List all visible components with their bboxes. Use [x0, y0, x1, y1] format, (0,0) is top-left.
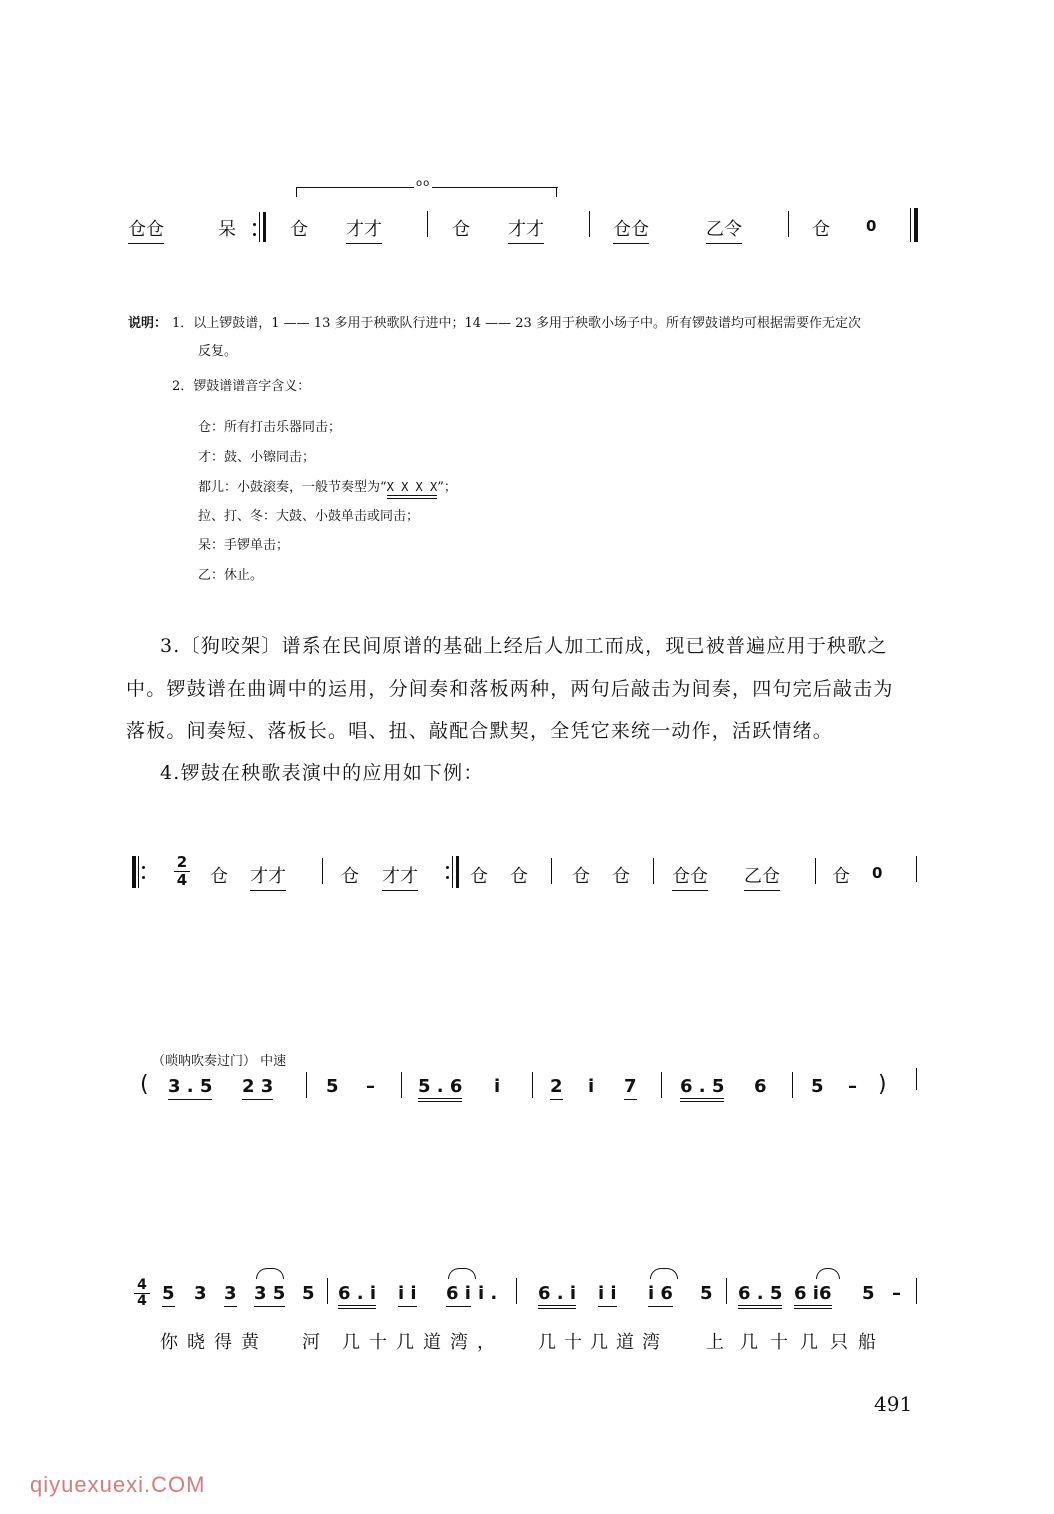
note-group: –: [892, 1283, 901, 1304]
notes-label: 说明：: [128, 316, 168, 331]
beat-token: 呆: [218, 219, 236, 240]
note-group: 7: [624, 1076, 637, 1100]
slur: [256, 1268, 284, 1279]
paragraph-3-line-2: 中。锣鼓谱在曲调中的运用，分间奏和落板两种，两句后敲击为间奏，四句完后敲击为: [126, 678, 894, 700]
note-group: 5: [326, 1076, 339, 1097]
note-group: 6 . i: [538, 1283, 576, 1309]
note-group: 5: [302, 1283, 315, 1304]
lyric: 几十几只: [740, 1332, 860, 1353]
watermark: qiyuexuexi.COM: [30, 1472, 206, 1497]
beat-token: 仓仓: [672, 862, 708, 891]
note-group: 5: [862, 1283, 875, 1304]
repeat-end-sign: [253, 212, 267, 242]
beat-token: 仓: [510, 866, 528, 887]
beat-token: 仓: [452, 219, 470, 240]
tempo-label: （唢呐吹奏过门） 中速: [152, 1054, 287, 1069]
beat-token: 仓: [470, 866, 488, 887]
note-group: 6 . i: [338, 1283, 376, 1309]
note-group: i i: [598, 1283, 617, 1307]
note-group: i: [588, 1076, 595, 1097]
lyric: 河: [302, 1332, 320, 1353]
note-group: i .: [478, 1283, 498, 1304]
note-2: 2．锣鼓谱谱音字含义：: [172, 379, 311, 394]
note-group: 6 i: [446, 1283, 471, 1307]
rhythm-pattern: X X X X: [387, 480, 438, 499]
lyric: 上: [706, 1332, 724, 1353]
beat-token: 仓: [341, 866, 359, 887]
beat-token: 才才: [382, 862, 418, 891]
note-group: 2: [550, 1076, 563, 1100]
slur: [816, 1268, 840, 1279]
beat-token: 乙仓: [744, 862, 780, 891]
beat-token: 仓: [612, 866, 630, 887]
slur: [650, 1268, 678, 1279]
beat-token: 仓: [210, 866, 228, 887]
paren-close: ): [878, 1072, 887, 1097]
repeat-end-sign: [446, 856, 460, 888]
note-group: i i: [398, 1283, 417, 1307]
note-group: i 6: [648, 1283, 673, 1307]
lyric: 几十几道湾，: [342, 1332, 504, 1353]
slur: [448, 1268, 476, 1279]
definition: 都儿：小鼓滚奏，一般节奏型为“X X X X”；: [198, 476, 457, 495]
note-1-cont: 反复。: [198, 344, 238, 359]
time-signature: 4 4: [134, 1278, 150, 1309]
beat-token: 0: [872, 864, 883, 882]
note-group: 6: [754, 1076, 767, 1097]
note-group: 6 i6: [794, 1283, 832, 1309]
note-group: 6 . 5: [680, 1076, 724, 1102]
definition: 仓：所有打击乐器同击；: [198, 420, 342, 435]
note-1: 1．以上锣鼓谱，1 —— 13 多用于秧歌队行进中；14 —— 23 多用于秧歌小场子中。所有锣鼓谱均可根据需要作无定次: [172, 316, 861, 331]
paragraph-3-line-1: 3.〔狗咬架〕谱系在民间原谱的基础上经后人加工而成，现已被普遍应用于秧歌之: [160, 635, 888, 657]
beat-token: 仓仓: [128, 215, 164, 244]
lyric: 几十几道湾: [538, 1332, 668, 1353]
definition: 呆：手锣单击；: [198, 538, 290, 553]
paragraph-4: 4.锣鼓在秧歌表演中的应用如下例：: [160, 762, 484, 784]
lyric: 你晓得黄: [160, 1332, 268, 1353]
note-group: 5: [700, 1283, 713, 1304]
note-group: 5: [811, 1076, 824, 1097]
note-group: 3: [194, 1283, 207, 1304]
beat-token: 才才: [250, 862, 286, 891]
beat-token: 仓仓: [613, 215, 649, 244]
beat-token: 才才: [346, 215, 382, 244]
definition: 拉、打、冬：大鼓、小鼓单击或同击；: [198, 509, 420, 524]
beat-token: 仓: [812, 219, 830, 240]
note-group: 6 . 5: [738, 1283, 782, 1309]
repeat-start-sign: [132, 856, 146, 888]
time-signature: 2 4: [174, 854, 190, 889]
note-group: 5: [162, 1283, 175, 1307]
repeat-bracket: oo: [296, 183, 558, 197]
note-group: –: [848, 1076, 857, 1097]
paragraph-3-line-3: 落板。间奏短、落板长。唱、扭、敲配合默契，全凭它来统一动作，活跃情绪。: [126, 720, 834, 742]
beat-token: 仓: [290, 219, 308, 240]
beat-token: 乙令: [706, 215, 742, 244]
definition: 才：鼓、小镲同击；: [198, 450, 316, 465]
note-group: 3: [224, 1283, 237, 1307]
definition: 乙：休止。: [198, 568, 264, 583]
paren-open: (: [140, 1072, 149, 1097]
note-group: 3 . 5: [168, 1076, 212, 1100]
lyric: 船: [858, 1332, 876, 1353]
final-barline: [910, 208, 918, 242]
page-number: 491: [874, 1392, 913, 1416]
note-group: 3 5: [254, 1283, 285, 1307]
note-group: 5 . 6: [418, 1076, 462, 1102]
note-group: 2 3: [242, 1076, 273, 1100]
beat-token: 0: [866, 217, 877, 235]
note-group: i: [494, 1076, 501, 1097]
note-group: –: [366, 1076, 375, 1097]
beat-token: 仓: [832, 866, 850, 887]
beat-token: 才才: [508, 215, 544, 244]
beat-token: 仓: [572, 866, 590, 887]
